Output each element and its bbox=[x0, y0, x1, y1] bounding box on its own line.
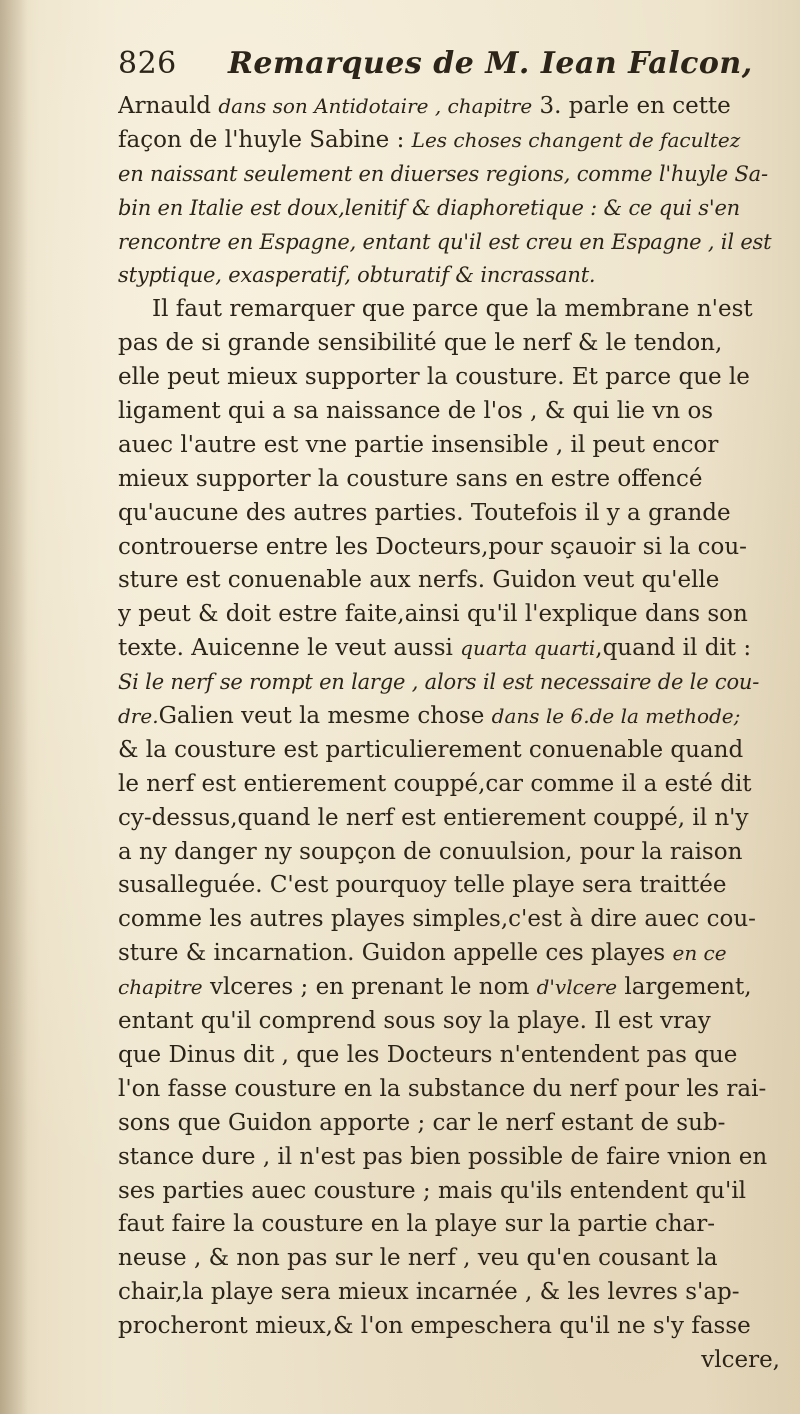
text-segment: texte. Auicenne le veut aussi bbox=[118, 635, 461, 662]
text-line bbox=[118, 1276, 790, 1310]
text-line bbox=[118, 429, 790, 463]
text-segment: en naissant seulement en diuerses regions, comme l'huyle Sa- bbox=[118, 161, 768, 186]
text-segment: cy-dessus,quand le nerf est entierement couppé, il n'y bbox=[118, 804, 749, 831]
text-segment: susalleguée. C'est pourquoy telle playe sera traittée bbox=[118, 872, 727, 899]
text-segment: largement, bbox=[617, 974, 752, 1001]
text-line bbox=[118, 90, 790, 124]
text-segment: Arnauld bbox=[118, 93, 219, 119]
italic-segment: Les choses changent de facultez bbox=[411, 127, 741, 152]
text-line bbox=[118, 226, 790, 260]
text-segment: ligament qui a sa naissance de l'os , & qui lie vn os bbox=[118, 398, 714, 425]
text-line bbox=[118, 259, 790, 293]
italic-segment: en ce bbox=[672, 941, 727, 966]
text-line bbox=[118, 327, 790, 361]
text-line bbox=[118, 802, 790, 836]
text-segment: ,quand il dit : bbox=[595, 635, 752, 662]
text-line bbox=[118, 1039, 790, 1073]
text-segment: chair,la playe sera mieux incarnée , & les levres s'ap- bbox=[118, 1279, 740, 1306]
text-line bbox=[118, 564, 790, 598]
body-text bbox=[118, 90, 790, 1378]
text-line bbox=[118, 497, 790, 531]
text-line bbox=[118, 937, 790, 971]
text-segment: & la cousture est particulierement conuenable quand bbox=[118, 736, 744, 763]
text-segment: entant qu'il comprend sous soy la playe. Il est vray bbox=[118, 1008, 711, 1035]
text-line bbox=[118, 1208, 790, 1242]
text-line bbox=[118, 1107, 790, 1141]
text-segment: styptique, exasperatif, obturatif & incrassant. bbox=[118, 263, 596, 288]
text-line bbox=[118, 124, 790, 158]
text-segment: neuse , & non pas sur le nerf , veu qu'en cousant la bbox=[118, 1245, 718, 1272]
text-segment: procheront mieux,& l'on empeschera qu'il ne s'y fasse bbox=[118, 1313, 751, 1340]
text-line bbox=[118, 700, 790, 734]
text-segment: rencontre en Espagne, entant qu'il est creu en Espagne , il est bbox=[118, 229, 772, 254]
text-segment: vlcere, bbox=[701, 1346, 780, 1373]
text-line bbox=[118, 1005, 790, 1039]
text-line bbox=[118, 734, 790, 768]
text-line bbox=[118, 1073, 790, 1107]
text-segment: stance dure , il n'est pas bien possible de faire vnion en bbox=[118, 1143, 768, 1170]
text-line bbox=[118, 1310, 790, 1344]
text-segment: sture est conuenable aux nerfs. Guidon veut qu'elle bbox=[118, 567, 720, 594]
text-line bbox=[118, 903, 790, 937]
italic-segment: d'vlcere bbox=[536, 975, 618, 1000]
text-line bbox=[118, 1175, 790, 1209]
text-line bbox=[118, 192, 790, 226]
italic-segment: quarta quarti bbox=[460, 636, 596, 661]
text-segment: sons que Guidon apporte ; car le nerf estant de sub- bbox=[118, 1109, 726, 1136]
text-segment: l'on fasse cousture en la substance du nerf pour les rai- bbox=[118, 1075, 767, 1102]
text-block bbox=[118, 46, 790, 1378]
text-segment: controuerse entre les Docteurs,pour sçauoir si la cou- bbox=[118, 533, 747, 560]
text-line bbox=[118, 463, 790, 497]
running-head-title: Remarques de M. Iean Falcon, bbox=[228, 46, 753, 81]
text-line bbox=[118, 836, 790, 870]
text-segment: faut faire la cousture en la playe sur la partie char- bbox=[118, 1211, 716, 1238]
text-segment: mieux supporter la cousture sans en estre offencé bbox=[118, 465, 703, 492]
text-segment: auec l'autre est vne partie insensible , il peut encor bbox=[118, 431, 719, 458]
text-line bbox=[118, 531, 790, 565]
text-segment: façon de l'huyle Sabine : bbox=[118, 126, 412, 153]
text-segment: Il faut remarquer que parce que la membrane n'est bbox=[152, 296, 753, 323]
text-segment: 3. parle en cette bbox=[532, 93, 731, 119]
text-segment: bin en Italie est doux,lenitif & diaphoretique : & ce qui s'en bbox=[118, 195, 741, 220]
italic-segment: dans son Antidotaire , chapitre bbox=[218, 94, 533, 118]
text-segment: Si le nerf se rompt en large , alors il est necessaire de le cou- bbox=[118, 670, 760, 695]
text-line bbox=[118, 395, 790, 429]
text-segment: y peut & doit estre faite,ainsi qu'il l'explique dans son bbox=[118, 601, 748, 628]
italic-segment: dans le 6.de la methode; bbox=[491, 704, 741, 729]
text-segment: vlceres ; en prenant le nom bbox=[202, 974, 537, 1001]
text-line bbox=[118, 598, 790, 632]
text-segment: que Dinus dit , que les Docteurs n'entendent pas que bbox=[118, 1041, 738, 1068]
page-number: 826 bbox=[118, 46, 177, 81]
running-head bbox=[118, 46, 790, 90]
text-line bbox=[118, 1242, 790, 1276]
text-segment: pas de si grande sensibilité que le nerf & le tendon, bbox=[118, 330, 723, 357]
text-line bbox=[118, 666, 790, 700]
text-line bbox=[118, 768, 790, 802]
text-segment: Galien veut la mesme chose bbox=[158, 703, 492, 730]
text-segment: comme les autres playes simples,c'est à dire auec cou- bbox=[118, 906, 756, 933]
text-segment: qu'aucune des autres parties. Toutefois il y a grande bbox=[118, 499, 731, 526]
text-line bbox=[118, 869, 790, 903]
page-gutter-shadow bbox=[0, 0, 28, 1414]
text-segment: elle peut mieux supporter la cousture. Et parce que le bbox=[118, 364, 750, 391]
text-line bbox=[118, 293, 790, 327]
text-segment: le nerf est entierement couppé,car comme il a esté dit bbox=[118, 770, 752, 797]
italic-segment: chapitre bbox=[118, 975, 203, 1000]
text-line bbox=[118, 361, 790, 395]
text-line bbox=[118, 158, 790, 192]
text-segment: a ny danger ny soupçon de conuulsion, pour la raison bbox=[118, 838, 743, 865]
text-line bbox=[118, 1344, 790, 1378]
text-segment: ses parties auec cousture ; mais qu'ils entendent qu'il bbox=[118, 1177, 747, 1204]
text-segment: sture & incarnation. Guidon appelle ces playes bbox=[118, 940, 673, 967]
text-line bbox=[118, 971, 790, 1005]
text-line bbox=[118, 1141, 790, 1175]
text-line bbox=[118, 632, 790, 666]
italic-segment: dre. bbox=[118, 704, 159, 729]
